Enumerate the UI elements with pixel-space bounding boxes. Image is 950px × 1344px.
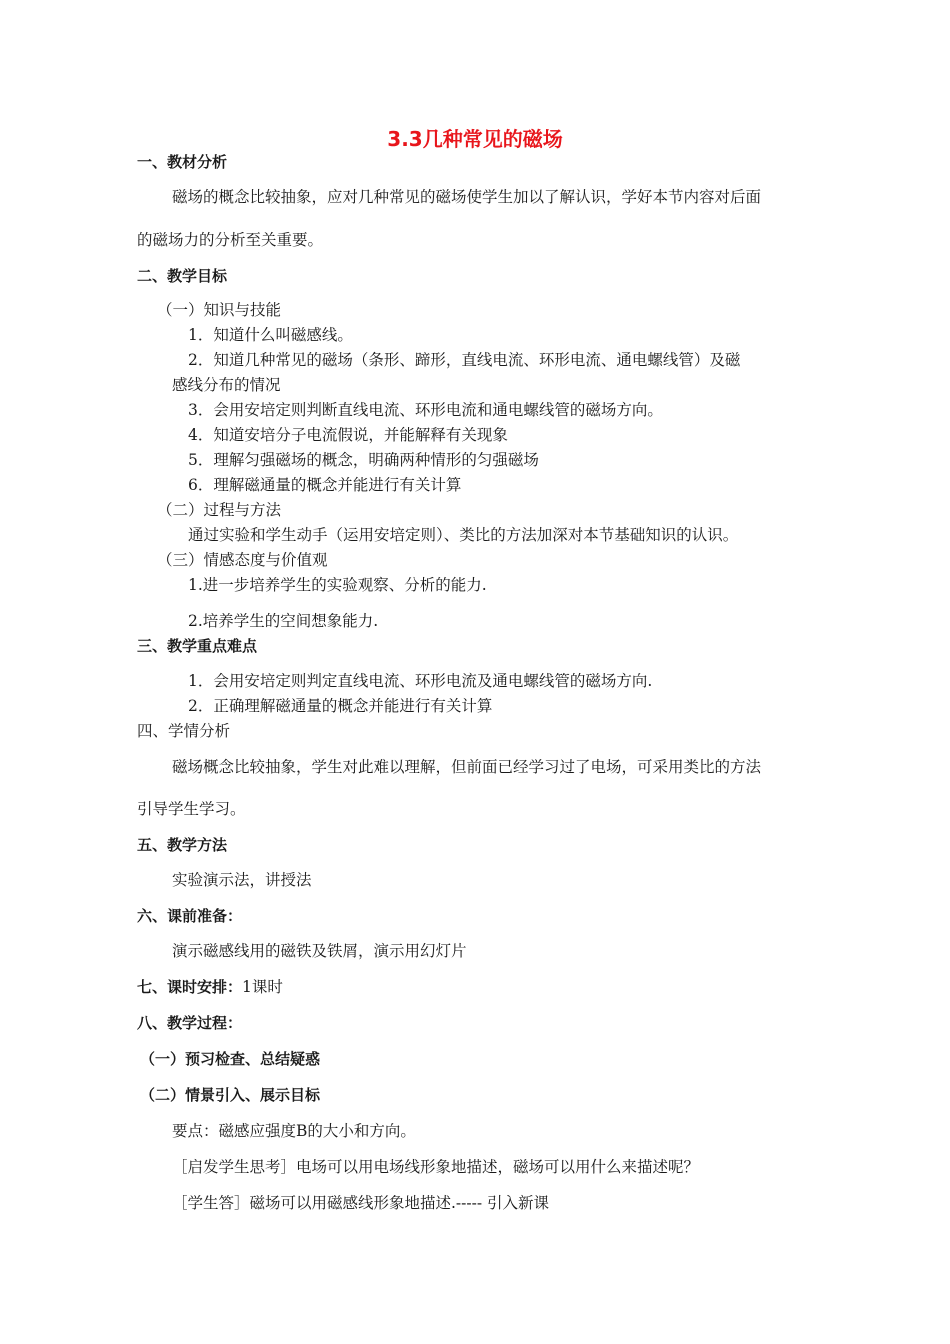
paragraph-teaching-methods: 实验演示法，讲授法 xyxy=(172,871,312,889)
paragraph-process-methods: 通过实验和学生动手（运用安培定则）、类比的方法加深对本节基础知识的认识。 xyxy=(188,526,739,544)
class-hours-value: 1课时 xyxy=(242,978,283,996)
list-item-goal-4: 4．知道安培分子电流假说，并能解释有关现象 xyxy=(188,426,508,444)
list-item-goal-2-continued: 感线分布的情况 xyxy=(172,376,281,394)
paragraph-key-point: 要点：磁感应强度B的大小和方向。 xyxy=(172,1122,416,1140)
list-item-attitude-2: 2.培养学生的空间想象能力. xyxy=(188,612,379,630)
subheading-attitude-values: （三）情感态度与价值观 xyxy=(157,551,328,569)
paragraph-textbook-analysis-2: 的磁场力的分析至关重要。 xyxy=(137,231,324,249)
subheading-process-methods: （二）过程与方法 xyxy=(157,501,282,519)
subheading-preview-check: （一）预习检查、总结疑惑 xyxy=(140,1050,321,1068)
heading-teaching-process: 八、教学过程： xyxy=(137,1014,243,1032)
paragraph-textbook-analysis-1: 磁场的概念比较抽象，应对几种常见的磁场使学生加以了解认识，学好本节内容对后面 xyxy=(172,188,762,206)
heading-teaching-methods: 五、教学方法 xyxy=(137,836,228,854)
paragraph-preparation: 演示磁感线用的磁铁及铁屑，演示用幻灯片 xyxy=(172,942,467,960)
list-item-attitude-1: 1.进一步培养学生的实验观察、分析的能力. xyxy=(188,576,487,594)
class-hours-line xyxy=(137,976,283,998)
paragraph-teacher-prompt: ［启发学生思考］电场可以用电场线形象地描述，磁场可以用什么来描述呢？ xyxy=(172,1158,700,1176)
list-item-key-point-1: 1．会用安培定则判定直线电流、环形电流及通电螺线管的磁场方向. xyxy=(188,672,653,690)
heading-key-difficult-points: 三、教学重点难点 xyxy=(137,637,258,655)
list-item-goal-3: 3．会用安培定则判断直线电流、环形电流和通电螺线管的磁场方向。 xyxy=(188,401,663,419)
list-item-goal-6: 6．理解磁通量的概念并能进行有关计算 xyxy=(188,476,462,494)
paragraph-student-answer: ［学生答］磁场可以用磁感线形象地描述.----- 引入新课 xyxy=(172,1194,550,1212)
heading-student-analysis: 四、学情分析 xyxy=(137,722,231,740)
subheading-scenario-intro: （二）情景引入、展示目标 xyxy=(140,1086,321,1104)
heading-class-hours: 七、课时安排： xyxy=(137,978,243,996)
heading-preparation: 六、课前准备： xyxy=(137,907,243,925)
list-item-key-point-2: 2．正确理解磁通量的概念并能进行有关计算 xyxy=(188,697,493,715)
heading-teaching-goals: 二、教学目标 xyxy=(137,267,228,285)
paragraph-student-analysis-1: 磁场概念比较抽象，学生对此难以理解，但前面已经学习过了电场，可采用类比的方法 xyxy=(172,758,762,776)
list-item-goal-1: 1．知道什么叫磁感线。 xyxy=(188,326,353,344)
list-item-goal-2: 2．知道几种常见的磁场（条形、蹄形，直线电流、环形电流、通电螺线管）及磁 xyxy=(188,351,741,369)
subheading-knowledge-skills: （一）知识与技能 xyxy=(157,301,282,319)
page-title: 3.3几种常见的磁场 xyxy=(387,127,563,151)
list-item-goal-5: 5．理解匀强磁场的概念，明确两种情形的匀强磁场 xyxy=(188,451,539,469)
paragraph-student-analysis-2: 引导学生学习。 xyxy=(137,800,246,818)
heading-textbook-analysis: 一、教材分析 xyxy=(137,153,228,171)
